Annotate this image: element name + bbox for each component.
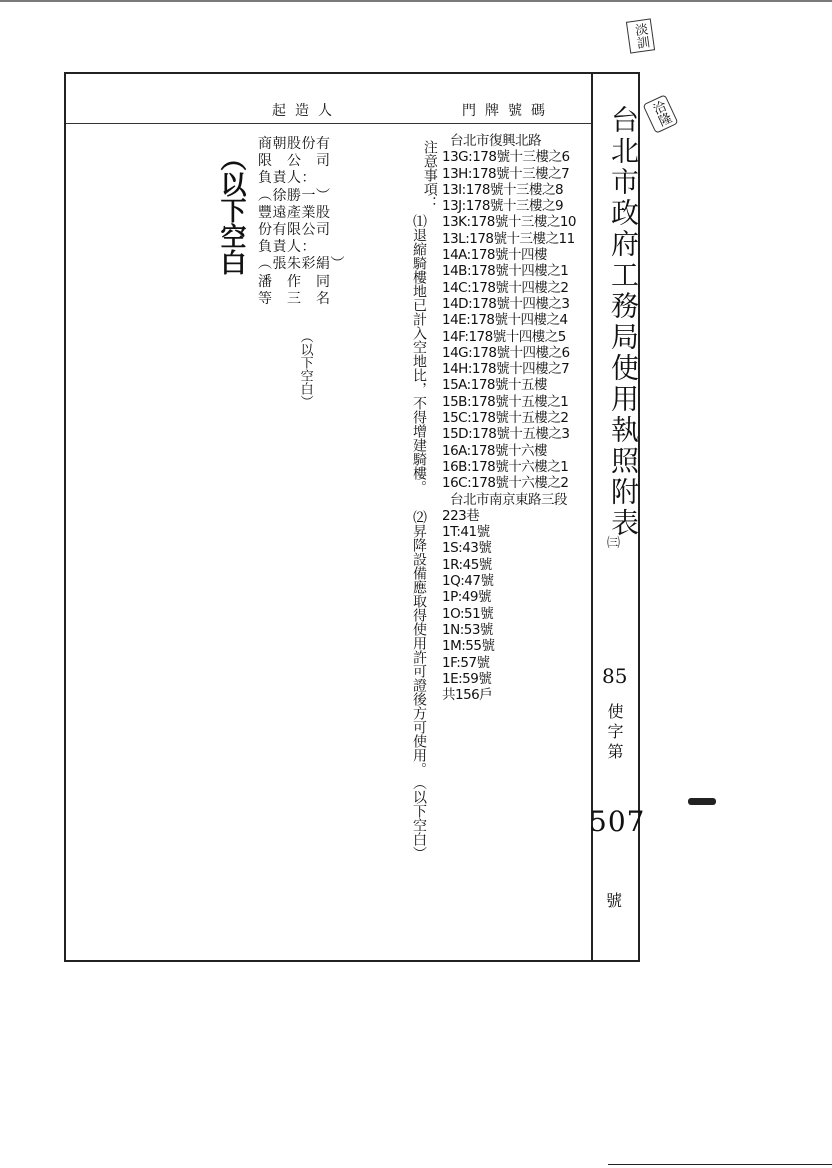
- initiator-line: 份有限公司: [258, 222, 331, 238]
- address-line: 16B:178號十六樓之1: [442, 458, 569, 475]
- initiator-line: ︵徐勝一︶: [258, 187, 331, 204]
- address-line: 15A:178號十五樓: [442, 377, 547, 394]
- address-line: 1M:55號: [442, 638, 495, 655]
- address-line: 223巷: [442, 507, 480, 524]
- address-line: 13J:178號十三樓之9: [442, 198, 564, 215]
- address-line: 13L:178號十三樓之11: [442, 230, 575, 247]
- document-title: 台北市政府工務局使用執照附表: [607, 105, 640, 539]
- address-line: 1P:49號: [442, 589, 491, 606]
- scan-edge: [0, 0, 832, 2]
- address-line: 14C:178號十四樓之2: [442, 279, 569, 296]
- scan-line: [608, 1164, 832, 1165]
- address-line: 14H:178號十四樓之7: [442, 361, 570, 378]
- address-line: 14E:178號十四樓之4: [442, 312, 568, 329]
- initiator-blank: ︵以下空白︶: [297, 330, 313, 408]
- address-line: 14D:178號十四樓之3: [442, 295, 570, 312]
- address-line: 1E:59號: [442, 670, 492, 687]
- address-line: 13I:178號十三樓之8: [442, 181, 564, 198]
- initiator-line: 限 公 司: [258, 153, 331, 170]
- address-line: 16A:178號十六樓: [442, 442, 547, 459]
- initiator-list: [258, 133, 353, 333]
- license-number: 507: [589, 805, 646, 838]
- license-word: 使字第: [605, 703, 624, 763]
- address-line: 1T:41號: [442, 524, 490, 541]
- initiator-header: 起造人: [272, 103, 341, 119]
- initiator-line: ︵張朱彩絹︶: [258, 256, 345, 273]
- address-list: [442, 133, 587, 703]
- address-line: 13G:178號十三樓之6: [442, 149, 570, 166]
- address-line: 1F:57號: [442, 654, 490, 671]
- address-line: 台北市復興北路: [450, 133, 541, 149]
- address-line: 13H:178號十三樓之7: [442, 165, 570, 182]
- address-line: 1N:53號: [442, 621, 493, 638]
- scan-speck: [688, 798, 716, 805]
- initiator-line: 等 三 名: [258, 290, 331, 307]
- address-line: 14A:178號十四樓: [442, 247, 547, 264]
- address-line: 14G:178號十四樓之6: [442, 344, 570, 361]
- address-line: 15C:178號十五樓之2: [442, 410, 569, 427]
- address-line: 15D:178號十五樓之3: [442, 426, 570, 443]
- note-item-2: ⑵昇降設備應取得使用許可證後方可使用。︵以下空白︶: [411, 510, 427, 860]
- address-line: 1O:51號: [442, 605, 494, 622]
- header-divider: [66, 123, 591, 124]
- address-line: 13K:178號十三樓之10: [442, 214, 577, 231]
- address-line: 14B:178號十四樓之1: [442, 263, 569, 280]
- initiator-line: 潘 作 同: [258, 273, 331, 290]
- license-suffix: 號: [606, 891, 623, 910]
- address-line: 15B:178號十五樓之1: [442, 393, 569, 410]
- note-item-1: ⑴退縮騎樓地已計入空地比，不得增建騎樓。: [411, 214, 427, 494]
- corner-stamp: 淡訓: [626, 18, 655, 53]
- address-line: 1S:43號: [442, 540, 492, 557]
- notes-heading: 注意事項：: [421, 140, 438, 210]
- address-header: 門牌號碼: [462, 103, 554, 119]
- address-line: 16C:178號十六樓之2: [442, 475, 569, 492]
- side-stamp: 洽隆: [642, 94, 678, 134]
- initiator-line: 商朝股份有: [258, 136, 331, 152]
- license-year: 85: [602, 664, 628, 688]
- initiator-line: 負責人：: [258, 170, 316, 187]
- title-index: ㈢: [607, 536, 621, 551]
- address-line: 1Q:47號: [442, 573, 494, 590]
- address-line: 14F:178號十四樓之5: [442, 328, 566, 345]
- initiator-line: 豐遠產業股: [258, 204, 331, 221]
- initiator-line: 負責人：: [258, 239, 316, 256]
- address-line: 台北市南京東路三段: [450, 491, 567, 508]
- address-line: 共156戶: [442, 687, 493, 704]
- blank-mark: ︵以下空白: [216, 145, 246, 275]
- address-line: 1R:45號: [442, 556, 492, 573]
